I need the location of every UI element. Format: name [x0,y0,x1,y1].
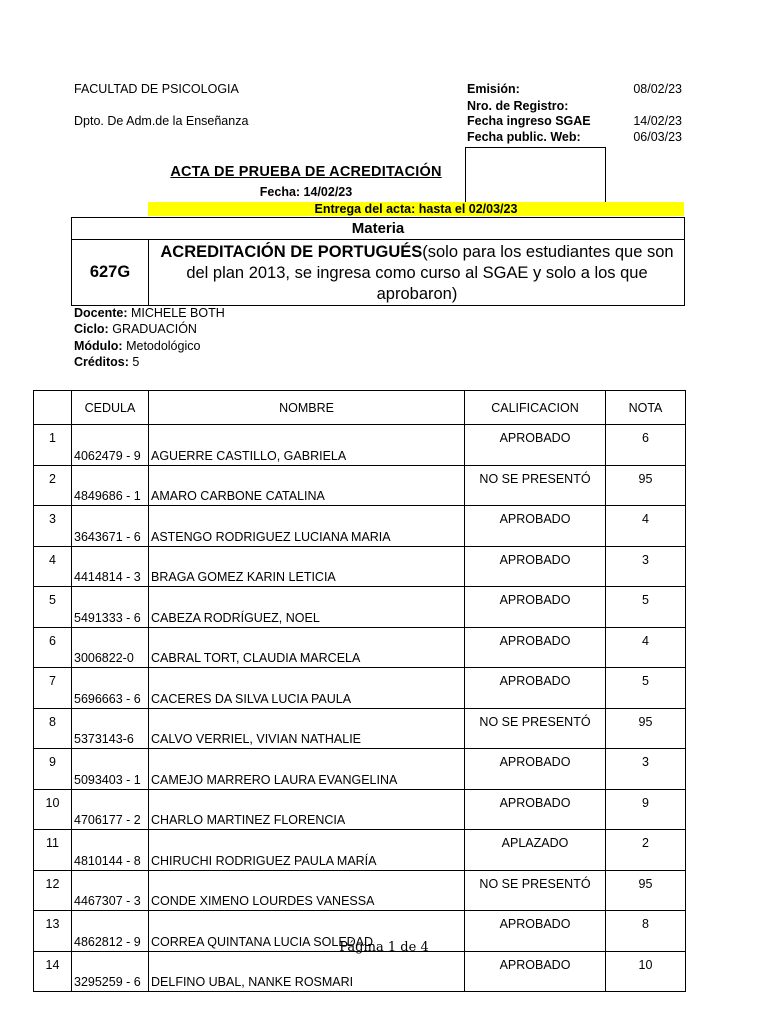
row-nota: 4 [606,506,686,547]
row-nombre: CABEZA RODRÍGUEZ, NOEL [149,587,465,628]
modulo-label: Módulo: [74,339,123,353]
row-nota: 2 [606,830,686,871]
row-calificacion: APROBADO [465,749,606,790]
row-cedula: 3295259 - 6 [72,951,149,992]
row-index: 5 [34,587,72,628]
row-calificacion: APLAZADO [465,830,606,871]
row-cedula: 3006822-0 [72,627,149,668]
row-nombre: CALVO VERRIEL, VIVIAN NATHALIE [149,708,465,749]
ciclo-line [74,322,197,336]
row-calificacion: NO SE PRESENTÓ [465,465,606,506]
row-index: 12 [34,870,72,911]
creditos-value: 5 [132,355,140,369]
row-nombre: CHIRUCHI RODRIGUEZ PAULA MARÍA [149,830,465,871]
materia-description [150,242,684,305]
ciclo-label: Ciclo: [74,322,109,336]
row-nombre: CACERES DA SILVA LUCIA PAULA [149,668,465,709]
row-cedula: 4706177 - 2 [72,789,149,830]
row-index: 3 [34,506,72,547]
row-index: 9 [34,749,72,790]
materia-header: Materia [72,218,684,240]
row-nota: 4 [606,627,686,668]
row-nombre: CONDE XIMENO LOURDES VANESSA [149,870,465,911]
table-row [34,465,686,506]
row-cedula: 4862812 - 9 [72,911,149,952]
row-index: 1 [34,425,72,466]
row-cedula: 5696663 - 6 [72,668,149,709]
registro-box [465,147,606,203]
table-row [34,425,686,466]
docente-line [74,306,225,320]
registro-label: Nro. de Registro: [467,99,569,113]
row-nota: 95 [606,870,686,911]
table-row [34,668,686,709]
docente-label: Docente: [74,306,128,320]
publicacion-label: Fecha public. Web: [467,130,581,144]
materia-code-cell [72,240,149,305]
row-cedula: 3643671 - 6 [72,506,149,547]
row-calificacion: APROBADO [465,506,606,547]
row-nombre: CORREA QUINTANA LUCIA SOLEDAD [149,911,465,952]
acta-fecha: Fecha: 14/02/23 [259,185,353,199]
row-nombre: CAMEJO MARRERO LAURA EVANGELINA [149,749,465,790]
row-cedula: 5373143-6 [72,708,149,749]
row-index: 2 [34,465,72,506]
table-header-row [34,391,686,425]
row-index: 13 [34,911,72,952]
acta-title: ACTA DE PRUEBA DE ACREDITACIÓN [170,164,442,180]
creditos-line [74,355,139,369]
row-calificacion: APROBADO [465,627,606,668]
creditos-label: Créditos: [74,355,129,369]
row-index: 6 [34,627,72,668]
row-cedula: 4467307 - 3 [72,870,149,911]
table-row [34,627,686,668]
table-row [34,789,686,830]
row-nombre: AMARO CARBONE CATALINA [149,465,465,506]
ingreso-value: 14/02/23 [633,114,682,128]
row-cedula: 4849686 - 1 [72,465,149,506]
modulo-value: Metodológico [126,339,201,353]
row-nombre: ASTENGO RODRIGUEZ LUCIANA MARIA [149,506,465,547]
table-row [34,587,686,628]
row-nota: 6 [606,425,686,466]
row-nombre: CHARLO MARTINEZ FLORENCIA [149,789,465,830]
table-row [34,951,686,992]
grades-table [33,390,686,992]
row-index: 7 [34,668,72,709]
table-row [34,506,686,547]
row-nota: 95 [606,465,686,506]
row-nota: 5 [606,668,686,709]
row-cedula: 4810144 - 8 [72,830,149,871]
faculty-name: FACULTAD DE PSICOLOGIA [74,82,239,96]
row-index: 8 [34,708,72,749]
row-cedula: 4414814 - 3 [72,546,149,587]
row-index: 14 [34,951,72,992]
row-nombre: DELFINO UBAL, NANKE ROSMARI [149,951,465,992]
publicacion-value: 06/03/23 [633,130,682,144]
row-nota: 3 [606,749,686,790]
ciclo-value: GRADUACIÓN [112,322,197,336]
table-row [34,749,686,790]
header-nota: NOTA [606,391,686,425]
grades-body [34,425,686,992]
materia-name: ACREDITACIÓN DE PORTUGUÉS [160,243,423,261]
materia-note: (solo para los estudiantes que son del plan 2013, se ingresa como curso al SGAE y solo a los que aprobaron) [186,243,674,303]
materia-box [71,217,685,306]
row-nota: 3 [606,546,686,587]
row-nota: 95 [606,708,686,749]
header-index [34,391,72,425]
header-cedula: CEDULA [72,391,149,425]
row-calificacion: APROBADO [465,951,606,992]
row-nota: 5 [606,587,686,628]
ingreso-label: Fecha ingreso SGAE [467,114,591,128]
row-calificacion: NO SE PRESENTÓ [465,870,606,911]
row-index: 11 [34,830,72,871]
row-cedula: 4062479 - 9 [72,425,149,466]
row-calificacion: APROBADO [465,546,606,587]
header-nombre: NOMBRE [149,391,465,425]
row-calificacion: APROBADO [465,668,606,709]
header-calificacion: CALIFICACION [465,391,606,425]
table-row [34,708,686,749]
entrega-banner: Entrega del acta: hasta el 02/03/23 [148,202,684,216]
row-nota: 8 [606,911,686,952]
row-index: 4 [34,546,72,587]
modulo-line [74,339,200,353]
docente-value: MICHELE BOTH [130,306,225,320]
emision-label: Emisión: [467,82,520,96]
row-nota: 10 [606,951,686,992]
department-name: Dpto. De Adm.de la Enseñanza [74,114,249,128]
materia-code: 627G [89,263,131,281]
table-row [34,870,686,911]
row-cedula: 5093403 - 1 [72,749,149,790]
row-nota: 9 [606,789,686,830]
row-calificacion: APROBADO [465,587,606,628]
page-number: Página 1 de 4 [339,940,429,955]
table-row [34,546,686,587]
row-calificacion: NO SE PRESENTÓ [465,708,606,749]
row-calificacion: APROBADO [465,911,606,952]
row-calificacion: APROBADO [465,789,606,830]
row-nombre: BRAGA GOMEZ KARIN LETICIA [149,546,465,587]
row-nombre: AGUERRE CASTILLO, GABRIELA [149,425,465,466]
row-cedula: 5491333 - 6 [72,587,149,628]
row-index: 10 [34,789,72,830]
row-nombre: CABRAL TORT, CLAUDIA MARCELA [149,627,465,668]
table-row [34,830,686,871]
emision-value: 08/02/23 [633,82,682,96]
row-calificacion: APROBADO [465,425,606,466]
